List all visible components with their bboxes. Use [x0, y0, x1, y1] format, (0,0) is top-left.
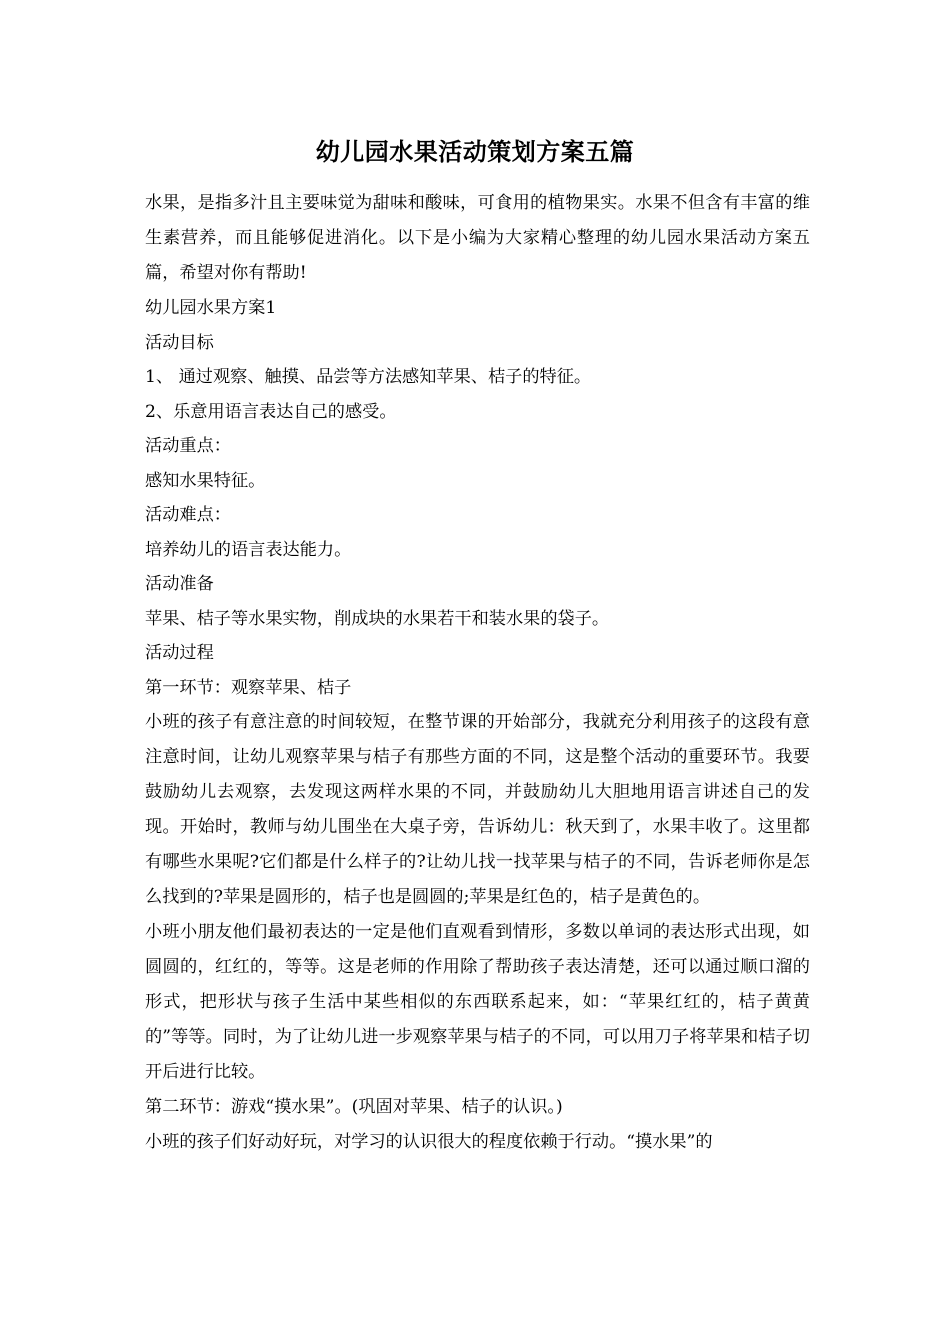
paragraph-step-1-body: 小班的孩子有意注意的时间较短，在整节课的开始部分，我就充分利用孩子的这段有意注意时间，让幼儿观察苹果与桔子有那些方面的不同，这是整个活动的重要环节。我要鼓励幼儿去观察，去发现这两样水果的不同，并鼓励幼儿大胆地用语言讲述自己的发现。开始时，教师与幼儿围坐在大桌子旁，告诉幼儿：秋天到了，水果丰收了。这里都有哪些水果呢?它们都是什么样子的?让幼儿找一找苹果与桔子的不同，告诉老师你是怎么找到的?苹果是圆形的，桔子也是圆圆的;苹果是红色的，桔子是黄色的。	[145, 712, 810, 907]
paragraph-plan-heading: 幼儿园水果方案1	[145, 298, 277, 318]
paragraph-goal-2: 2、乐意用语言表达自己的感受。	[145, 401, 397, 422]
paragraph-difficulty: 培养幼儿的语言表达能力。	[145, 539, 352, 560]
paragraph-intro: 水果，是指多汁且主要味觉为甜味和酸味，可食用的植物果实。水果不但含有丰富的维生素营养，而且能够促进消化。以下是小编为大家精心整理的幼儿园水果活动方案五篇，希望对你有帮助!	[145, 193, 810, 283]
document-body	[145, 186, 810, 1160]
paragraph-step-2-body: 小班的孩子们好动好玩，对学习的认识很大的程度依赖于行动。“摸水果”的	[145, 1131, 713, 1152]
paragraph-step-1-heading: 第一环节：观察苹果、桔子	[145, 677, 352, 698]
paragraph-step-2-heading: 第二环节：游戏“摸水果”。(巩固对苹果、桔子的认识。)	[145, 1097, 563, 1117]
paragraph-key-point: 感知水果特征。	[145, 470, 266, 491]
paragraph-goal-1: 1、 通过观察、触摸、品尝等方法感知苹果、桔子的特征。	[145, 367, 592, 387]
document-title: 幼儿园水果活动策划方案五篇	[315, 137, 635, 166]
paragraph-key-point-heading: 活动重点：	[145, 436, 231, 456]
paragraph-difficulty-heading: 活动难点：	[145, 505, 231, 525]
paragraph-preparation-heading: 活动准备	[145, 574, 214, 594]
paragraph-preparation: 苹果、桔子等水果实物，削成块的水果若干和装水果的袋子。	[145, 608, 610, 629]
paragraph-goal-heading: 活动目标	[145, 332, 214, 353]
paragraph-process-heading: 活动过程	[145, 643, 214, 663]
paragraph-step-1-extra: 小班小朋友他们最初表达的一定是他们直观看到情形，多数以单词的表达形式出现，如圆圆的，红红的，等等。这是老师的作用除了帮助孩子表达清楚，还可以通过顺口溜的形式，把形状与孩子生活中某些相似的东西联系起来，如：“苹果红红的，桔子黄黄的”等等。同时，为了让幼儿进一步观察苹果与桔子的不同，可以用刀子将苹果和桔子切开后进行比较。	[145, 922, 810, 1082]
